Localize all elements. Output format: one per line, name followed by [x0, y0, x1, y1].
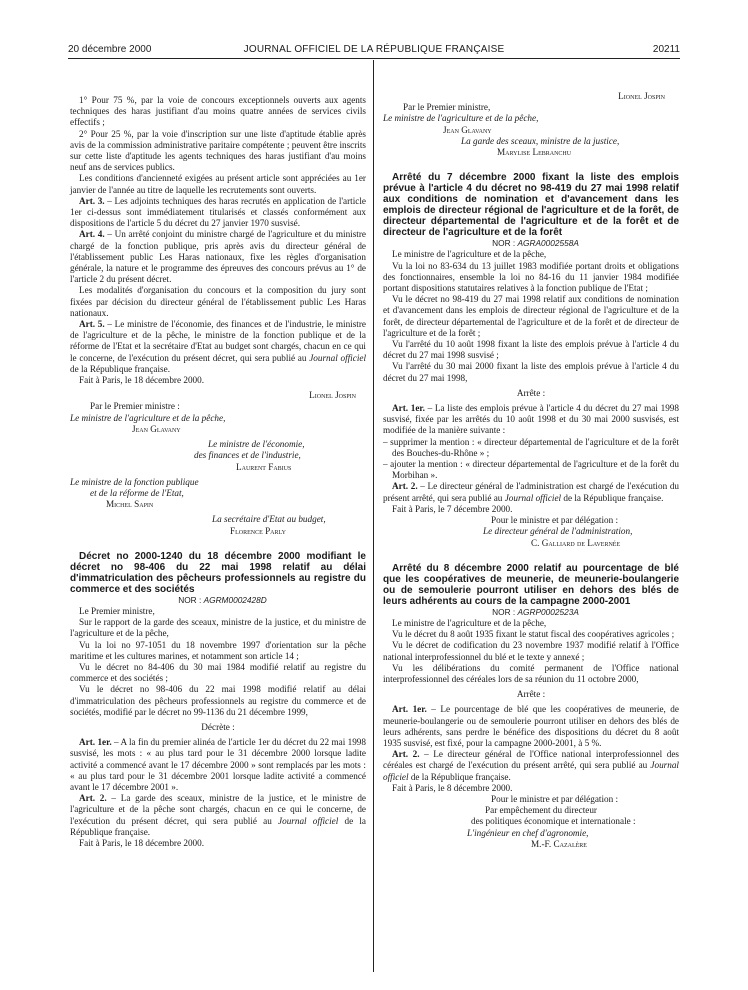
decree-title: Décret no 2000-1240 du 18 décembre 2000 modifiant le décret no 98-406 du 22 mai 1998 relatif au délai d'immatriculation des pêcheurs professionnels au registre du commerce et des sociétés	[70, 550, 366, 595]
article-1: Art. 1er. – La liste des emplois prévue à l'article 4 du décret du 27 mai 1998 susvisé, fixée par les arrêtés du 10 août 1998 et du 30 mai 2000 susvisés, est modifiée de la manière suivante :	[383, 403, 679, 436]
paragraph: Vu la loi no 83-634 du 13 juillet 1983 modifiée portant droits et obligations des fonctionnaires, ensemble la loi no 84-16 du 11 janvier 1984 modifiée portant dispositions statutaires relatives à la fonction publique de l'Etat ;	[383, 260, 679, 294]
page-number: 20211	[652, 44, 680, 55]
signatory-name: Jean Glavany	[443, 124, 492, 135]
paragraph: Le ministre de l'agriculture et de la pêche,	[392, 617, 547, 628]
paragraph: Vu le décret no 98-419 du 27 mai 1998 relatif aux conditions de nomination et d'avancement dans les emplois de directeur régional de l'agriculture et de la forêt, de directeur départemental de l'agriculture et de la forêt et de directeur de l'agriculture et de la forêt ;	[383, 294, 679, 338]
signatory-name: Florence Parly	[230, 525, 286, 536]
signatory-name: Lionel Jospin	[618, 91, 665, 101]
article-2: Art. 2. – Le directeur général de l'Office national interprofessionnel des céréales est chargé de l'exécution du présent arrêté, qui sera publié au Journal officiel de la République française.	[383, 749, 679, 782]
paragraph: Vu la loi no 97-1051 du 18 novembre 1997 d'orientation sur la pêche maritime et les cultures marines, et notamment son article 14 ;	[70, 639, 366, 661]
signatory-title: Le ministre de l'économie,	[208, 439, 305, 450]
nor-reference: NOR : AGRA0002558A	[492, 238, 579, 249]
article-3	[70, 196, 366, 230]
running-header	[68, 44, 680, 58]
right-column	[383, 91, 680, 850]
paragraph: Vu l'arrêté du 10 août 1998 fixant la liste des emplois prévue à l'article 4 du décret du 27 mai 1998 susvisé ;	[383, 339, 679, 361]
signatory-line: Pour le ministre et par délégation :	[491, 793, 619, 804]
paragraph: Vu le décret de codification du 23 novembre 1937 modifié relatif à l'Office national interprofessionnel du blé et le texte y annexé ;	[383, 640, 679, 662]
signatory-title: La secrétaire d'Etat au budget,	[212, 514, 326, 525]
signatory-title: Le ministre de l'agriculture et de la pêche,	[383, 113, 539, 124]
signature-date: Fait à Paris, le 18 décembre 2000.	[79, 837, 205, 848]
signatory-name: Laurent Fabius	[236, 461, 292, 472]
signature-date: Fait à Paris, le 8 décembre 2000.	[392, 782, 513, 793]
left-column	[70, 95, 366, 849]
journal-ref: Journal officiel	[309, 352, 366, 363]
header-date: 20 décembre 2000	[68, 44, 152, 55]
paragraph: Sur le rapport de la garde des sceaux, ministre de la justice, et du ministre de l'agriculture et de la pêche,	[70, 617, 366, 639]
article-label: Art. 3.	[79, 195, 105, 206]
paragraph: 1° Pour 75 %, par la voie de concours exceptionnels ouverts aux agents techniques des haras justifiant d'au moins quatre années de services civils effectifs ;	[70, 95, 366, 128]
signatory-name: C. Galliard de Lavernée	[531, 537, 621, 548]
signature-date: Fait à Paris, le 7 décembre 2000.	[392, 503, 513, 514]
signatory-name: M.-F. Cazalère	[531, 838, 587, 849]
signatory-title: des finances et de l'industrie,	[194, 450, 301, 461]
nor-reference: NOR : AGRP0002523A	[492, 606, 579, 617]
signatory-line: Pour le ministre et par délégation :	[491, 515, 619, 526]
article-1: Art. 1er. – A la fin du premier alinéa de l'article 1er du décret du 22 mai 1998 susvisé, les mots : « au plus tard pour le 31 décembre 2000 lorsque ladite activité a commencé avant le 17 décembre 2000 » sont remplacés par les mots : « au plus tard pour le 31 décembre 2001 lorsque ladite activité a commencé avant le 17 décembre 2001 ».	[70, 737, 366, 792]
header-rule	[68, 58, 680, 59]
arrete-title: Arrêté du 8 décembre 2000 relatif au pourcentage de blé que les coopératives de meunerie, de meunerie-boulangerie ou de semoulerie pourront utiliser en dehors des blés de leurs adhérents au cours de la campagne 2000-2001	[383, 562, 679, 607]
article-2: Art. 2. – La garde des sceaux, ministre de la justice, et le ministre de l'agriculture et de la pêche sont chargés, chacun en ce qui le concerne, de l'exécution du présent décret, qui sera publié au Journal officiel de la République française.	[70, 793, 366, 837]
column-divider	[373, 60, 374, 972]
signatory-title: Le ministre de l'agriculture et de la pêche,	[70, 412, 226, 423]
signatory-name: Michel Sapin	[106, 499, 154, 510]
paragraph: Le Premier ministre,	[79, 605, 155, 616]
paragraph: Les conditions d'ancienneté exigées au présent article sont appréciées au 1er janvier de l'année au titre de laquelle les recrutements sont ouverts.	[70, 173, 366, 195]
signature-date: Fait à Paris, le 18 décembre 2000.	[79, 375, 205, 386]
signatory-title: L'ingénieur en chef d'agronomie,	[467, 827, 589, 838]
signatory-title: Le directeur général de l'administration,	[483, 526, 633, 537]
article-text: – Un arrêté conjoint du ministre chargé de l'agriculture et du ministre chargé de la fonction publique, pris après avis du directeur général de l'établissement public Les Haras nationaux, fixe les règles d'organisation générale, la nature et le programme des épreuves des concours prévus au 1° de l'article 2 du présent décret.	[70, 229, 366, 285]
article-1: Art. 1er. – Le pourcentage de blé que les coopératives de meunerie, de meunerie-boulangerie ou de semoulerie pourront utiliser en dehors des blés de leurs adhérents, sans perdre le bénéfice des dispositions du décret du 8 août 1935 susvisé, est fixé, pour la campagne 2000-2001, à 5 %.	[383, 704, 679, 748]
paragraph: 2° Pour 25 %, par la voie d'inscription sur une liste d'aptitude établie après avis de la commission administrative paritaire compétente ; peuvent être inscrits sur cette liste d'aptitude les agents techniques des haras justifiant d'au moins neuf ans de services publics.	[70, 128, 366, 173]
paragraph: Vu le décret no 84-406 du 30 mai 1984 modifié relatif au registre du commerce et des sociétés ;	[70, 661, 366, 684]
signatory-name: Marylise Lebranchu	[497, 147, 572, 158]
arrete-title: Arrêté du 7 décembre 2000 fixant la liste des emplois prévue à l'article 4 du décret no 98-419 du 27 mai 1998 relatif aux conditions de nomination et d'avancement dans les emplois de directeur régional de l'agriculture et de la forêt, de directeur départemental de l'agriculture et de la forêt et de directeur de l'agriculture et de la forêt	[383, 172, 679, 239]
article-label: Art. 5.	[79, 319, 105, 330]
article-text: – Les adjoints techniques des haras recrutés en application de l'article 1er ci-dessus sont immédiatement titularisés et classés conformément aux dispositions de l'article 5 du décret du 27 janvier 1970 susvisé.	[70, 195, 366, 229]
signatory-line: Par le Premier ministre,	[403, 102, 491, 113]
paragraph: Les modalités d'organisation du concours et la composition du jury sont fixées par décision du directeur général de l'établissement public Les Haras nationaux.	[70, 285, 366, 318]
paragraph: Vu les délibérations du comité permanent de l'Office national interprofessionnel des céréales lors de sa réunion du 11 octobre 2000,	[383, 662, 679, 684]
signatory-title: La garde des sceaux, ministre de la justice,	[461, 135, 620, 146]
arrete-heading: Arrête :	[516, 387, 546, 398]
list-item: – supprimer la mention : « directeur départemental de l'agriculture et de la forêt des Bouches-du-Rhône » ;	[383, 436, 679, 458]
journal-title: JOURNAL OFFICIEL DE LA RÉPUBLIQUE FRANÇAISE	[243, 44, 505, 55]
paragraph: Le ministre de l'agriculture et de la pêche,	[392, 249, 547, 260]
article-text: – Le ministre de l'économie, des finances et de l'industrie, le ministre de l'agriculture et de la pêche, le ministre de la fonction publique et de la réforme de l'Etat et la secrétaire d'Etat au budget sont chargés, chacun en ce qui le concerne, de l'exécution du présent décret, qui sera publié au	[70, 319, 366, 363]
article-5: Art. 5. – Le ministre de l'économie, des finances et de l'industrie, le ministre de l'agriculture et de la pêche, le ministre de la fonction publique et de la réforme de l'Etat et la secrétaire d'Etat au budget sont chargés, chacun en ce qui le concerne, de l'exécution du présent décret, qui sera publié au Journal officiel de la République française.	[70, 319, 366, 374]
arrete-heading: Arrête :	[516, 689, 546, 700]
paragraph: Vu le décret no 98-406 du 22 mai 1998 modifié relatif au délai d'immatriculation des pêcheurs professionnels au registre du commerce et de sociétés, modifié par le décret no 99-1136 du 21 décembre 1999,	[70, 684, 366, 717]
paragraph: Vu l'arrêté du 30 mai 2000 fixant la liste des emplois prévue à l'article 4 du décret du 27 mai 1998,	[383, 361, 679, 383]
article-2: Art. 2. – Le directeur général de l'administration est chargé de l'exécution du présent arrêté, qui sera publié au Journal officiel de la République française.	[383, 481, 680, 503]
signatory-line: des politiques économique et internationale :	[471, 816, 636, 827]
signatory-line: Par empêchement du directeur	[485, 805, 597, 816]
signatory-title: Le ministre de la fonction publique	[70, 476, 199, 487]
article-4	[70, 229, 366, 285]
list-item: – ajouter la mention : « directeur départemental de l'agriculture et de la forêt du Morbihan ».	[383, 459, 679, 481]
paragraph: Vu le décret du 8 août 1935 fixant le statut fiscal des coopératives agricoles ;	[392, 629, 675, 640]
nor-reference: NOR : AGRM0002428D	[178, 594, 267, 605]
signatory-name: Jean Glavany	[132, 423, 181, 434]
signatory-title: et de la réforme de l'Etat,	[90, 487, 184, 498]
signatory-line: Par le Premier ministre :	[90, 401, 180, 412]
article-label: Art. 4.	[79, 229, 105, 240]
decrete-heading: Décrète :	[201, 721, 235, 732]
signatory-name: Lionel Jospin	[309, 390, 356, 401]
